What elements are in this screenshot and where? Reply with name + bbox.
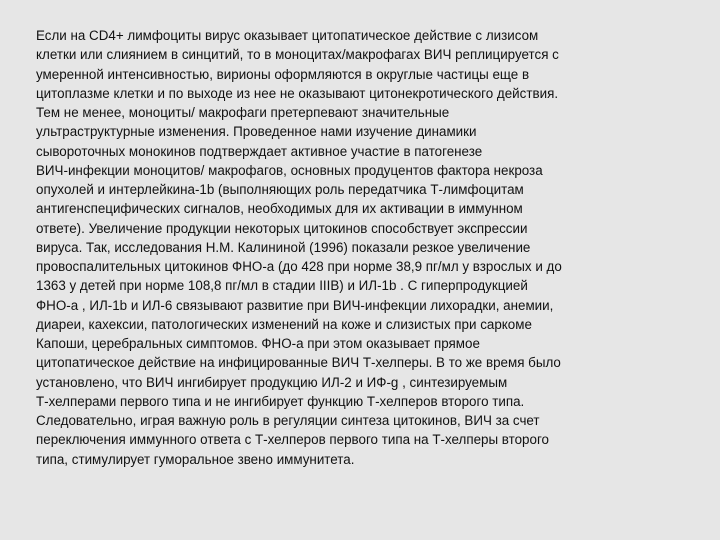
text-line: провоспалительных цитокинов ФНО-а (до 428 при норме 38,9 пг/мл у взрослых и до: [36, 259, 562, 274]
text-line: вируса. Так, исследования Н.М. Калининой (1996) показали резкое увеличение: [36, 239, 531, 255]
text-line: 1363 у детей при норме 108,8 пг/мл в стадии IIIВ) и ИЛ-1b . С гиперпродукцией: [36, 278, 528, 294]
text-line: Следовательно, играя важную роль в регуляции синтеза цитокинов, ВИЧ за счет: [36, 413, 540, 428]
text-line: установлено, что ВИЧ ингибирует продукцию ИЛ-2 и ИФ-g , синтезируемым: [36, 374, 508, 390]
text-line: Т-хелперами первого типа и не ингибирует функцию Т-хелперов второго типа.: [36, 393, 525, 409]
text-line: сывороточных монокинов подтверждает активное участие в патогенезе: [36, 143, 483, 159]
text-line: умеренной интенсивностью, вирионы оформляются в округлые частицы еще в: [36, 66, 530, 82]
text-line: диареи, кахексии, патологических изменений на коже и слизистых при саркоме: [36, 316, 532, 332]
text-line: ВИЧ-инфекции моноцитов/ макрофагов, основных продуцентов фактора некроза: [36, 162, 543, 178]
text-line: опухолей и интерлейкина-1b (выполняющих роль передатчика Т-лимфоцитам: [36, 182, 524, 197]
text-line: ультраструктурные изменения. Проведенное нами изучение динамики: [36, 124, 477, 140]
text-line: ФНО-а , ИЛ-1b и ИЛ-6 связывают развитие при ВИЧ-инфекции лихорадки, анемии,: [36, 297, 554, 313]
text-line: типа, стимулирует гуморальное звено иммунитета.: [36, 451, 355, 467]
text-line: антигенспецифических сигналов, необходимых для их активации в иммунном: [36, 201, 523, 217]
text-line: ответе). Увеличение продукции некоторых цитокинов способствует экспрессии: [36, 220, 528, 236]
text-line: цитоплазме клетки и по выходе из нее не оказывают цитонекротического действия.: [36, 85, 559, 101]
text-line: Тем не менее, моноциты/ макрофаги претерпевают значительные: [36, 105, 450, 120]
text-line: переключения иммунного ответа с Т-хелперов первого типа на Т-хелперы второго: [36, 432, 549, 448]
body-text: [36, 26, 696, 469]
text-line: Если на CD4+ лимфоциты вирус оказывает цитопатическое действие с лизисом: [36, 28, 539, 43]
text-line: цитопатическое действие на инфицированные ВИЧ Т-хелперы. В то же время было: [36, 355, 561, 371]
text-line: Капоши, церебральных симптомов. ФНО-а при этом оказывает прямое: [36, 336, 480, 351]
text-line: клетки или слиянием в синцитий, то в моноцитах/макрофагах ВИЧ реплицируется с: [36, 47, 559, 63]
